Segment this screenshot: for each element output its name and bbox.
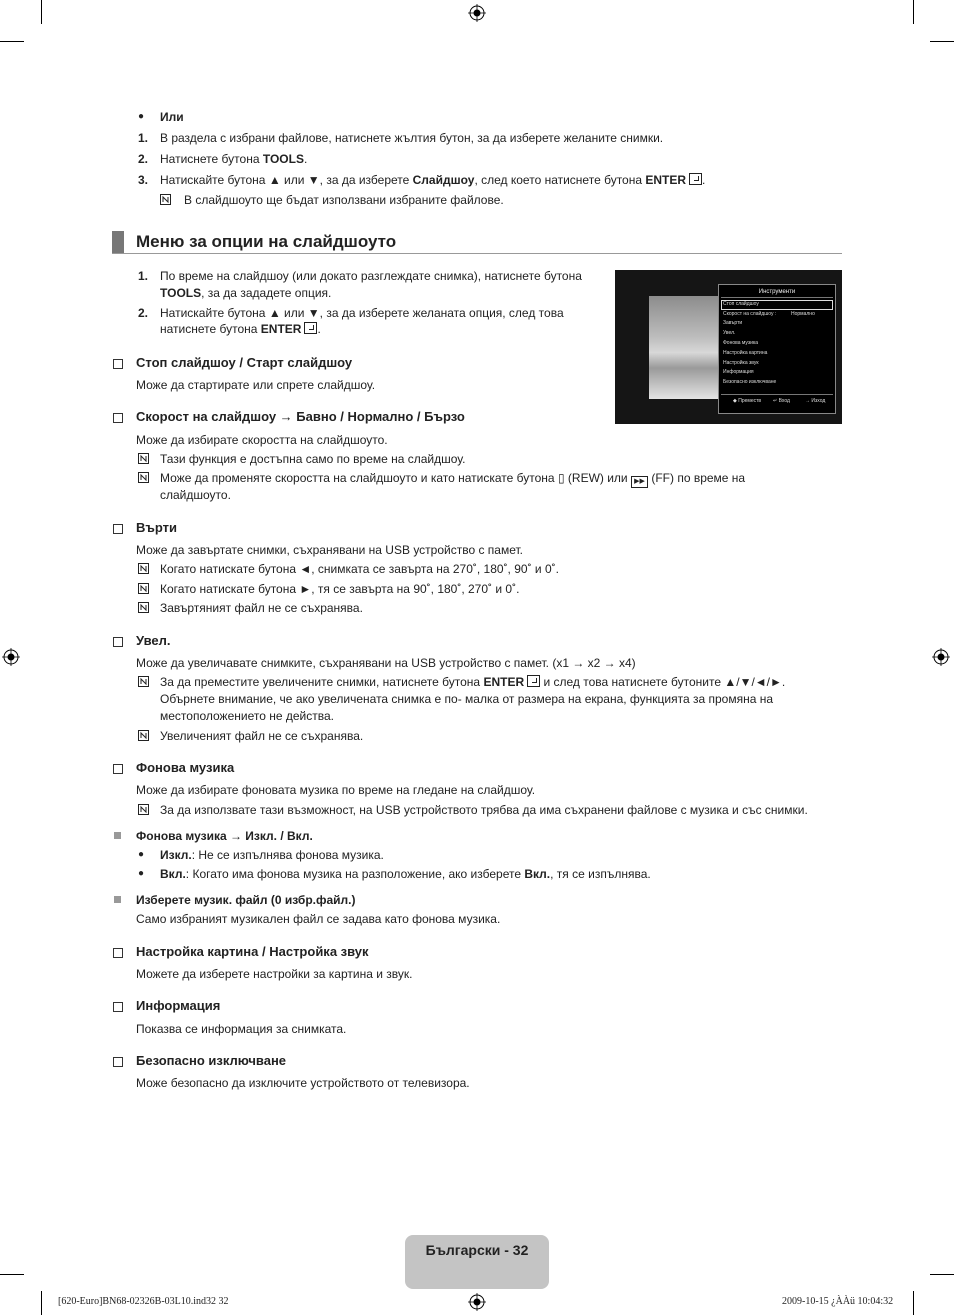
menu-item: Информация: [723, 369, 754, 375]
or-label: Или: [160, 110, 184, 124]
step-number: 3.: [138, 173, 149, 187]
note-text: В слайдшоуто ще бъдат използвани избраните файлове.: [184, 193, 504, 207]
tools-menu: [718, 284, 836, 414]
bullet: ●: [138, 849, 145, 860]
square-bullet: [114, 896, 121, 903]
print-info-left: [620-Eurо]BN68-02326B-03L10.ind32 32: [58, 1296, 229, 1307]
option-heading: Скорост на слайдшоу → Бавно / Нормално / Бързо: [136, 409, 465, 424]
menu-item: Стоп слайдшоу: [723, 301, 759, 307]
rew-icon: ▯: [557, 471, 565, 485]
note-icon: [138, 563, 149, 574]
step-number: 2.: [138, 152, 149, 166]
step-text: В раздела с избрани файлове, натиснете жълтия бутон, за да изберете желаните снимки.: [160, 131, 664, 145]
step-text: По време на слайдшоу (или докато разглеждате снимка), натиснете бутона: [160, 269, 582, 283]
option-heading: Настройка картина / Настройка звук: [136, 944, 369, 959]
step-number: 2.: [138, 306, 149, 320]
footer-enter: ↵ Вход: [773, 398, 790, 404]
step-text: Натискайте бутона ▲ или ▼, за да изберете Слайдшоу, след което натиснете бутона ENTER .: [160, 173, 706, 187]
option-desc: Можете да изберете настройки за картина и звук.: [136, 967, 413, 981]
option-desc: Може да избирате фоновата музика по време на гледане на слайдшоу.: [136, 783, 536, 797]
note-text: За да преместите увеличените снимки, натиснете бутона ENTER и след това натиснете бутоните ▲/▼/◄/►.: [160, 675, 786, 689]
note-icon: [138, 583, 149, 594]
section-rule: [112, 253, 842, 254]
checkbox-bullet: [113, 359, 123, 369]
note-icon: [160, 194, 171, 205]
option-heading: Върти: [136, 520, 177, 535]
step-text: Натиснете бутона TOOLS.: [160, 152, 308, 166]
crop-mark: [41, 0, 42, 24]
note-text: слайдшоуто.: [160, 488, 231, 502]
crop-mark: [0, 41, 24, 42]
note-text: За да използвате тази възможност, на USB устройството трябва да има съхранени файлове с музика и със снимки.: [160, 803, 808, 817]
crop-mark: [913, 0, 914, 24]
page-number-tab: [405, 1235, 549, 1289]
registration-mark-icon: [468, 4, 486, 22]
option-heading: Безопасно изключване: [136, 1053, 287, 1068]
option-desc: Показва се информация за снимката.: [136, 1022, 347, 1036]
option-desc: Може безопасно да изключите устройството от телевизора.: [136, 1076, 470, 1090]
note-text: Може да променяте скоростта на слайдшоуто и като натискате бутона ▯ (REW) или ▶▶ (FF) по време на: [160, 470, 745, 488]
bullet-text: Изкл.: Не се изпълнява фонова музика.: [160, 848, 384, 862]
crop-mark: [913, 1291, 914, 1315]
note-icon: [138, 676, 149, 687]
crop-mark: [0, 1274, 24, 1275]
sub-heading: Фонова музика → Изкл. / Вкл.: [136, 829, 313, 843]
tv-menu-screenshot: [615, 270, 842, 424]
option-heading: Увел.: [136, 633, 171, 648]
registration-mark-icon: [2, 648, 20, 666]
checkbox-bullet: [113, 1057, 123, 1067]
bullet: ●: [138, 868, 145, 879]
menu-item: Настройка картина: [723, 350, 768, 356]
tools-menu-title: Инструменти: [758, 289, 796, 295]
checkbox-bullet: [113, 524, 123, 534]
option-desc: Може да увеличавате снимките, съхранявани на USB устройство с памет. (x1 → x2 → x4): [136, 656, 636, 670]
print-info-right: 2009-10-15 ¿ÀÀü 10:04:32: [782, 1296, 894, 1307]
option-desc: Може да завъртате снимки, съхранявани на USB устройство с памет.: [136, 543, 523, 557]
menu-item: Скорост на слайдшоу :: [723, 311, 777, 317]
step-number: 1.: [138, 269, 149, 283]
enter-icon: [527, 675, 540, 687]
crop-mark: [41, 1291, 42, 1315]
note-icon: [138, 602, 149, 613]
menu-item-value: Нормално: [791, 311, 815, 317]
bullet-text: Вкл.: Когато има фонова музика на разположение, ако изберете Вкл., тя се изпълнява.: [160, 867, 651, 881]
checkbox-bullet: [113, 637, 123, 647]
crop-mark: [930, 1274, 954, 1275]
note-text: местоположението не действа.: [160, 709, 334, 723]
note-text: Увеличеният файл не се съхранява.: [160, 729, 364, 743]
option-heading: Стоп слайдшоу / Старт слайдшоу: [136, 355, 353, 370]
note-icon: [138, 730, 149, 741]
option-desc: Може да стартирате или спрете слайдшоу.: [136, 378, 376, 392]
note-text: Завъртяният файл не се съхранява.: [160, 601, 363, 615]
step-number: 1.: [138, 131, 149, 145]
note-icon: [138, 472, 149, 483]
option-heading: Фонова музика: [136, 760, 235, 775]
menu-item: Настройка звук: [723, 360, 759, 366]
menu-item: Фонова музика: [723, 340, 759, 346]
note-text: Обърнете внимание, че ако увеличената снимка е по- малка от размера на екрана, функцията за промяна на: [160, 692, 774, 706]
sub-desc: Само избраният музикален файл се задава като фонова музика.: [136, 912, 501, 926]
ff-icon: ▶▶: [631, 476, 648, 488]
option-heading: Информация: [136, 998, 221, 1013]
note-icon: [138, 804, 149, 815]
bullet: ●: [138, 111, 145, 122]
menu-item: Безопасно изключване: [723, 379, 777, 385]
menu-item: Завърти: [723, 320, 743, 326]
sub-heading: Изберете музик. файл (0 избр.файл.): [136, 893, 356, 907]
option-desc: Може да избирате скоростта на слайдшоуто.: [136, 433, 388, 447]
footer-move: ◆ Преместв: [733, 398, 762, 404]
checkbox-bullet: [113, 413, 123, 423]
step-text: Натискайте бутона ▲ или ▼, за да изберете желаната опция, след това: [160, 306, 564, 320]
square-bullet: [114, 832, 121, 839]
registration-mark-icon: [932, 648, 950, 666]
note-text: Тази функция е достъпна само по време на слайдшоу.: [160, 452, 466, 466]
checkbox-bullet: [113, 948, 123, 958]
enter-icon: [689, 173, 702, 185]
checkbox-bullet: [113, 764, 123, 774]
checkbox-bullet: [113, 1002, 123, 1012]
crop-mark: [930, 41, 954, 42]
menu-item: Увел.: [723, 330, 736, 336]
step-text: TOOLS, за да зададете опция.: [160, 286, 332, 300]
section-marker: [112, 231, 124, 253]
section-title: Меню за опции на слайдшоуто: [136, 232, 397, 251]
note-icon: [138, 453, 149, 464]
registration-mark-icon: [468, 1293, 486, 1311]
page-number: Български - 32: [425, 1242, 529, 1258]
step-text: натиснете бутона ENTER .: [160, 322, 321, 336]
footer-exit: → Изход: [805, 398, 826, 404]
note-text: Когато натискате бутона ►, тя се завърта на 90˚, 180˚, 270˚ и 0˚.: [160, 582, 520, 596]
note-text: Когато натискате бутона ◄, снимката се завърта на 270˚, 180˚, 90˚ и 0˚.: [160, 562, 559, 576]
enter-icon: [304, 322, 317, 334]
